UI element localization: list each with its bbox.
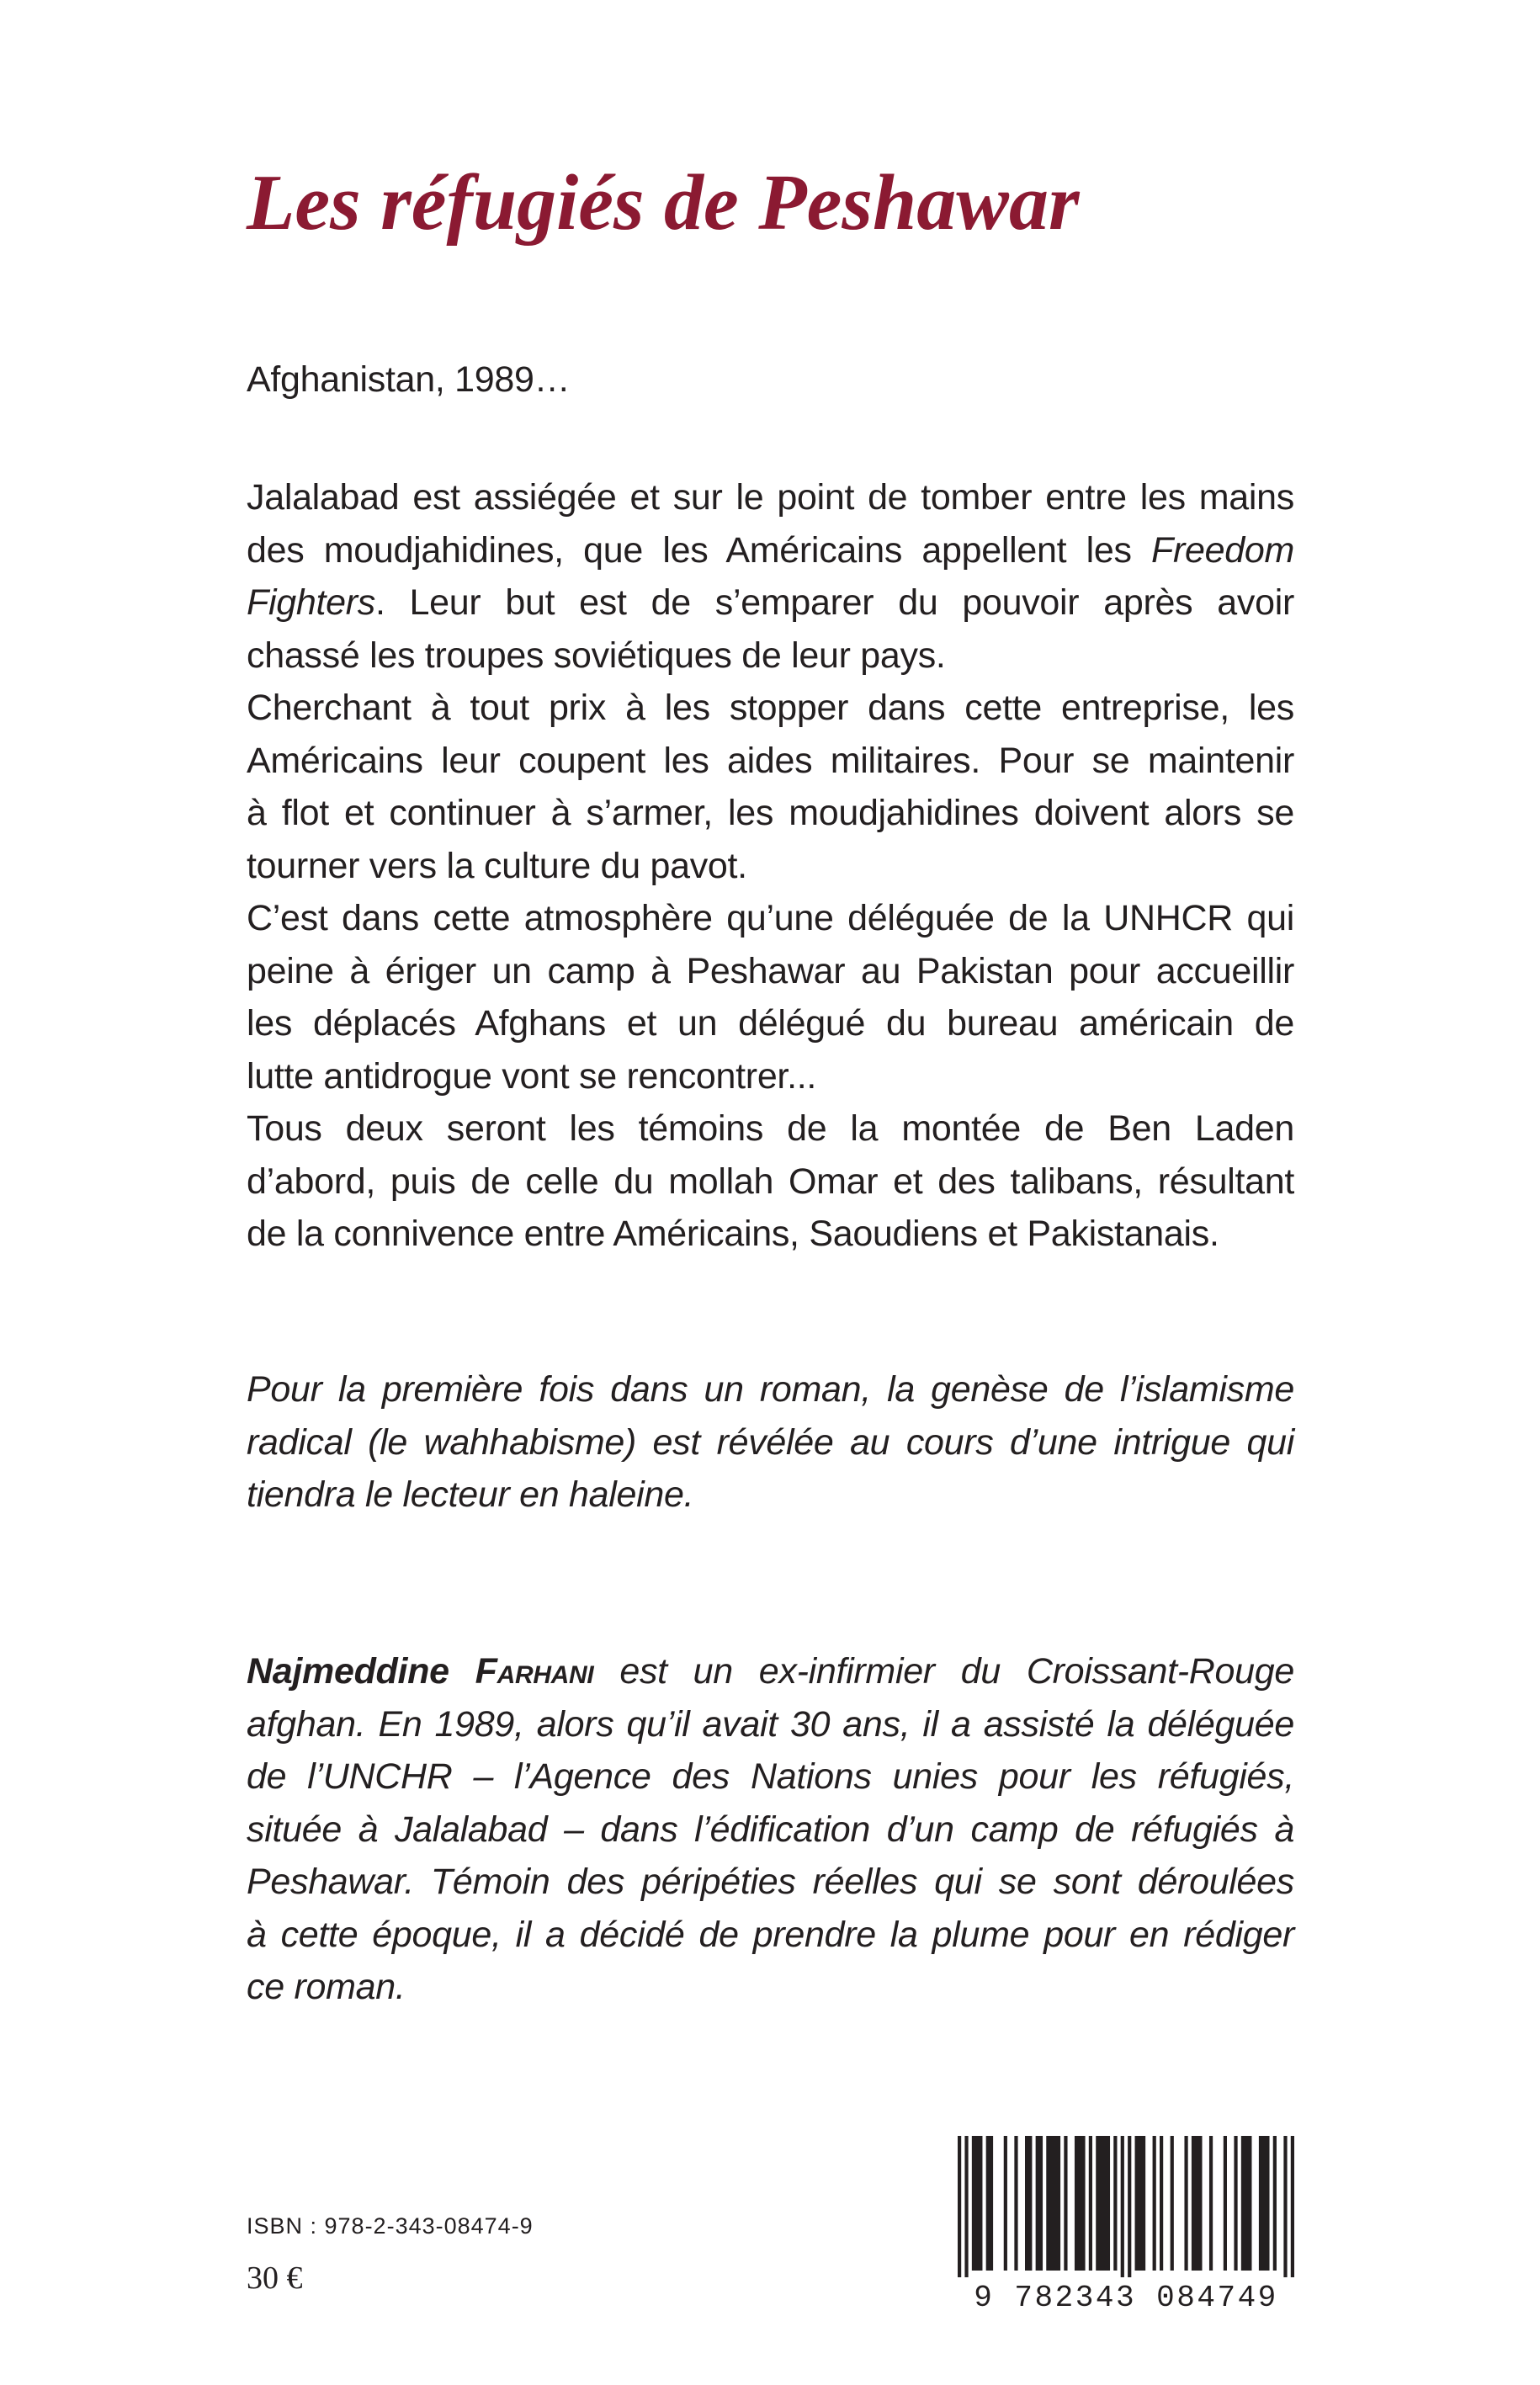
freedom-italic: Freedom [1151, 529, 1294, 571]
barcode-bar [1241, 2136, 1252, 2271]
barcode-bar [1128, 2136, 1131, 2277]
barcode-bar [1064, 2136, 1067, 2271]
barcode-bar [1153, 2136, 1156, 2271]
synopsis-line: peine à ériger un camp à Peshawar au Pakistan pour accueillir [247, 950, 1294, 991]
barcode-bar [1234, 2136, 1237, 2271]
pitch-line: tiendra le lecteur en haleine. [247, 1474, 694, 1515]
synopsis-paragraph-1 [247, 471, 1294, 682]
barcode-bar [1046, 2136, 1060, 2271]
synopsis-line [247, 524, 1294, 577]
barcode-bar [1089, 2136, 1092, 2271]
pitch-paragraph [247, 1363, 1294, 1522]
bio-line: de l’UNCHR – l’Agence des Nations unies pour les réfugiés, [247, 1756, 1294, 1797]
synopsis-line: d’abord, puis de celle du mollah Omar et des talibans, résultant [247, 1161, 1294, 1202]
barcode-icon [958, 2136, 1294, 2277]
barcode-bar [1036, 2136, 1043, 2271]
barcode-bar [964, 2136, 968, 2277]
bio-line [247, 1645, 1294, 1698]
barcode-bar [972, 2136, 983, 2271]
barcode-bar [1160, 2136, 1163, 2271]
synopsis-text: des moudjahidines, que les Américains appellent les [247, 529, 1152, 571]
synopsis-paragraph-2 [247, 682, 1294, 892]
synopsis-line: les déplacés Afghans et un délégué du bureau américain de [247, 1003, 1294, 1044]
barcode-digits: 9 782343 084749 [974, 2281, 1278, 2315]
pitch [247, 1363, 1294, 1522]
synopsis-line: à flot et continuer à s’armer, les moudjahidines doivent alors se [247, 793, 1294, 833]
synopsis-line: tourner vers la culture du pavot. [247, 845, 747, 886]
barcode-bar [1014, 2136, 1017, 2271]
barcode-bar [958, 2136, 961, 2277]
bio-paragraph [247, 1645, 1294, 2014]
synopsis-paragraph-3 [247, 892, 1294, 1102]
barcode-bar [1224, 2136, 1227, 2271]
book-title: Les réfugiés de Peshawar [247, 159, 1080, 247]
synopsis-line: Américains leur coupent les aides militaires. Pour se maintenir [247, 740, 1294, 781]
bio-line: afghan. En 1989, alors qu’il avait 30 ans, il a assisté la déléguée [247, 1703, 1294, 1745]
bio-line: ce roman. [247, 1967, 406, 2007]
barcode-bar [1184, 2136, 1187, 2271]
barcode-bar [1291, 2136, 1294, 2277]
bio-line: à cette époque, il a décidé de prendre la plume pour en rédiger [247, 1914, 1294, 1955]
bio-line: située à Jalalabad – dans l’édification d’un camp de réfugiés à [247, 1809, 1294, 1850]
synopsis-line: de la connivence entre Américains, Saoudiens et Pakistanais. [247, 1214, 1219, 1254]
author-last-name: Farhani [475, 1651, 594, 1692]
price: 30 € [247, 2260, 303, 2296]
barcode-bar [1025, 2136, 1032, 2271]
barcode-bar [1096, 2136, 1110, 2271]
barcode-bar [1171, 2136, 1174, 2271]
synopsis-paragraph-4 [247, 1102, 1294, 1261]
barcode-bar [1273, 2136, 1277, 2271]
pitch-line: Pour la première fois dans un roman, la genèse de l’islamisme [247, 1369, 1294, 1410]
isbn-number: ISBN : 978-2-343-08474-9 [247, 2213, 534, 2239]
lead-text: Afghanistan, 1989… [247, 359, 571, 400]
barcode-bar [1192, 2136, 1203, 2271]
bio-text: est un ex-infirmier du Croissant-Rouge [593, 1651, 1294, 1692]
fighters-italic: Fighters [247, 582, 375, 623]
barcode-bar [1113, 2136, 1117, 2271]
author-first-name: Najmeddine [247, 1651, 449, 1692]
barcode-bar [1075, 2136, 1086, 2271]
barcode-bar [986, 2136, 993, 2271]
barcode-bar [1004, 2136, 1007, 2271]
author-bio [247, 1645, 1294, 2014]
barcode-bar [1135, 2136, 1146, 2271]
barcode-bar [1121, 2136, 1124, 2277]
barcode-bar [1283, 2136, 1287, 2277]
synopsis-line: chassé les troupes soviétiques de leur pays. [247, 635, 946, 676]
barcode-bar [1259, 2136, 1270, 2271]
synopsis-line: Cherchant à tout prix à les stopper dans cette entreprise, les [247, 688, 1294, 728]
lead-line [247, 353, 1294, 406]
synopsis-text: . Leur but est de s’emparer du pouvoir après avoir [374, 582, 1294, 623]
bio-line: Peshawar. Témoin des péripéties réelles qui se sont déroulées [247, 1862, 1294, 1902]
synopsis-line: Tous deux seront les témoins de la montée de Ben Laden [247, 1108, 1294, 1149]
synopsis-line: Jalalabad est assiégée et sur le point de tomber entre les mains [247, 477, 1294, 518]
barcode-bar [1209, 2136, 1213, 2271]
pitch-line: radical (le wahhabisme) est révélée au cours d’une intrigue qui [247, 1421, 1294, 1463]
synopsis-line: C’est dans cette atmosphère qu’une déléguée de la UNHCR qui [247, 898, 1294, 938]
synopsis-line [247, 576, 1294, 629]
synopsis-line: lutte antidrogue vont se rencontrer... [247, 1055, 817, 1097]
synopsis [247, 471, 1294, 1261]
